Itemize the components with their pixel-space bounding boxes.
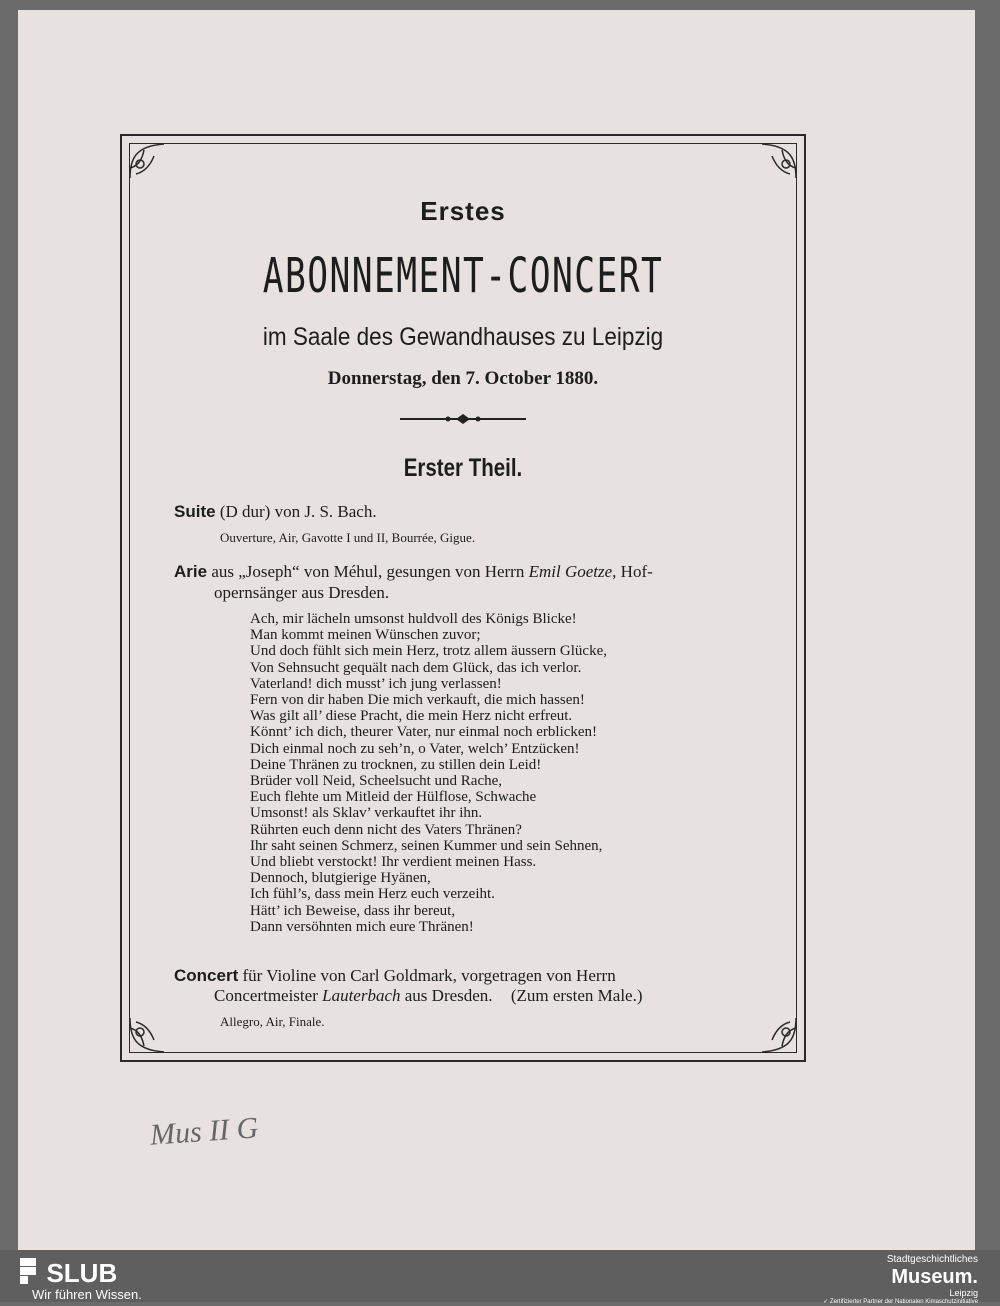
- performer-name: Lauterbach: [322, 986, 401, 1005]
- lyric-line: Was gilt all’ diese Pracht, die mein Herz nicht erfreut.: [250, 708, 573, 725]
- lyric-line: Euch flehte um Mitleid der Hülflose, Schwache: [250, 789, 537, 806]
- corner-ornament-icon: [758, 138, 802, 182]
- lyric-line: Rührten euch denn nicht des Vaters Thränen?: [250, 821, 522, 838]
- program-item-suite: [174, 502, 377, 522]
- lyric-line: Man kommt meinen Wünschen zuvor;: [250, 627, 481, 644]
- slub-logo-link[interactable]: [20, 1258, 117, 1289]
- lyric-line: Ihr saht seinen Schmerz, seinen Kummer und sein Sehnen,: [250, 837, 603, 854]
- handwritten-shelfmark: Mus II G: [148, 1111, 260, 1152]
- museum-name: Museum.: [891, 1266, 978, 1288]
- item-text: für Violine von Carl Goldmark, vorgetragen von Herrn: [242, 966, 616, 985]
- aria-lyrics: [250, 611, 607, 935]
- lyric-line: Fern von dir haben Die mich verkauft, die mich hassen!: [250, 692, 585, 709]
- museum-top-label: Stadtgeschichtliches: [886, 1254, 978, 1265]
- item-text: , Hof-: [612, 562, 653, 581]
- lyric-line: Brüder voll Neid, Scheelsucht und Rache,: [250, 773, 503, 790]
- lyric-line: Ich fühl’s, dass mein Herz euch verzeiht.: [250, 886, 495, 903]
- lyric-line: Dann versöhnten mich eure Thränen!: [250, 918, 474, 935]
- venue-line: im Saale des Gewandhauses zu Leipzig: [262, 323, 664, 351]
- lyric-line: Hätt’ ich Beweise, dass ihr bereut,: [250, 902, 456, 919]
- item-text: aus „Joseph“ von Méhul, gesungen von Herrn: [211, 562, 525, 581]
- item-label: Suite: [174, 502, 216, 521]
- concert-movements: Allegro, Air, Finale.: [220, 1014, 325, 1029]
- singer-name: Emil Goetze: [528, 562, 613, 581]
- museum-partner-note: ✓ Zertifizierter Partner der Nationalen Kimaschutzinitiative: [823, 1299, 978, 1305]
- premiere-note: (Zum ersten Male.): [510, 986, 643, 1005]
- part-heading: Erster Theil.: [403, 454, 523, 482]
- museum-city: Leipzig: [949, 1288, 978, 1298]
- museum-logo-link[interactable]: [823, 1254, 978, 1306]
- lyric-line: Könnt’ ich dich, theurer Vater, nur einmal noch erblicken!: [250, 724, 598, 741]
- lyric-line: Umsonst! als Sklav’ verkauftet ihr ihn.: [250, 805, 483, 822]
- item-text: aus Dresden.: [404, 986, 493, 1005]
- slub-name: SLUB: [46, 1258, 118, 1288]
- corner-ornament-icon: [758, 1014, 802, 1058]
- concert-line-2: [214, 986, 643, 1006]
- slub-tagline: Wir führen Wissen.: [32, 1287, 142, 1302]
- heading-erstes: Erstes: [420, 196, 506, 226]
- concert-date: Donnerstag, den 7. October 1880.: [327, 368, 599, 389]
- lyric-line: Ach, mir lächeln umsonst huldvoll des Königs Blicke!: [250, 611, 577, 627]
- lyric-line: Dennoch, blutgierige Hyänen,: [250, 870, 431, 887]
- item-label: Concert: [174, 966, 239, 985]
- slub-logo-icon: [20, 1258, 36, 1284]
- page-title: ABONNEMENT-CONCERT: [262, 248, 664, 304]
- corner-ornament-icon: [124, 1014, 168, 1058]
- item-label: Arie: [174, 562, 208, 581]
- corner-ornament-icon: [124, 138, 168, 182]
- lyric-line: Dich einmal noch zu seh’n, o Vater, welch’ Entzücken!: [250, 740, 580, 757]
- item-text: Concertmeister: [214, 986, 318, 1005]
- program-item-concert: [174, 966, 616, 986]
- item-text: (D dur) von J. S. Bach.: [219, 502, 377, 521]
- lyric-line: Vaterland! dich musst’ ich jung verlassen!: [250, 675, 502, 692]
- program-item-arie: [174, 562, 653, 582]
- arie-line-2: opernsänger aus Dresden.: [214, 583, 390, 602]
- lyric-line: Deine Thränen zu trocknen, zu stillen dein Leid!: [250, 756, 542, 773]
- suite-movements: Ouverture, Air, Gavotte I und II, Bourrée, Gigue.: [220, 530, 476, 545]
- lyric-line: Und bliebt verstockt! Ihr verdient meinen Hass.: [250, 854, 537, 871]
- lyric-line: Von Sehnsucht gequält nach dem Glück, das ich verlor.: [250, 659, 582, 676]
- ornamental-rule: [400, 412, 526, 424]
- lyric-line: Und doch fühlt sich mein Herz, trotz allem äussern Glücke,: [250, 643, 607, 660]
